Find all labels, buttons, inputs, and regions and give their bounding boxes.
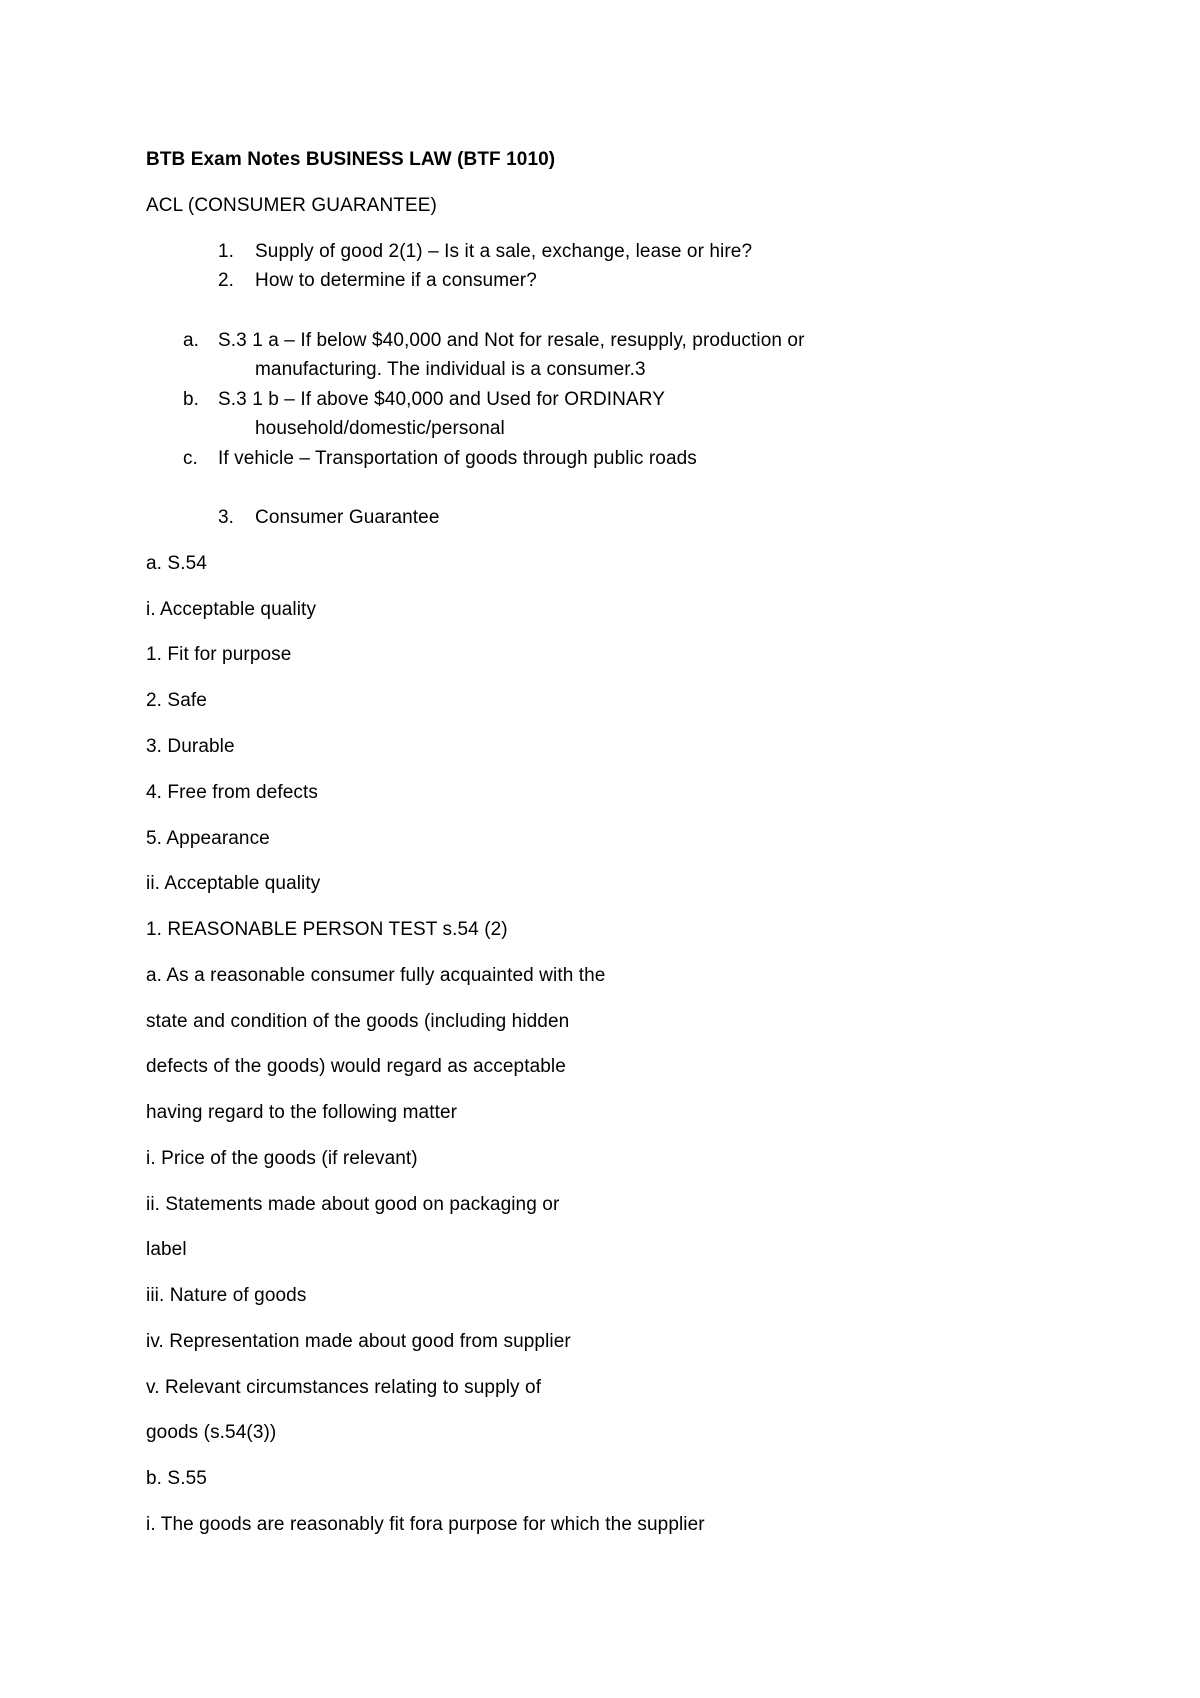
list-item-continuation: manufacturing. The individual is a consumer.3 xyxy=(255,359,646,380)
list-item: Supply of good 2(1) – Is it a sale, exchange, lease or hire? xyxy=(255,241,753,262)
list-marker: a. xyxy=(183,330,199,351)
text-line: v. Relevant circumstances relating to supply of xyxy=(146,1377,542,1398)
list-item: How to determine if a consumer? xyxy=(255,270,537,291)
list-item-continuation: household/domestic/personal xyxy=(255,418,505,439)
text-line: 5. Appearance xyxy=(146,828,270,849)
list-item: Consumer Guarantee xyxy=(255,507,440,528)
text-line: label xyxy=(146,1239,187,1260)
text-line: iv. Representation made about good from supplier xyxy=(146,1331,571,1352)
text-line: i. The goods are reasonably fit fora purpose for which the supplier xyxy=(146,1514,705,1535)
list-marker: 3. xyxy=(218,507,234,528)
text-line: state and condition of the goods (including hidden xyxy=(146,1011,570,1032)
text-line: ii. Acceptable quality xyxy=(146,873,321,894)
text-line: 2. Safe xyxy=(146,690,207,711)
text-line: 1. Fit for purpose xyxy=(146,644,292,665)
text-line: i. Acceptable quality xyxy=(146,599,317,620)
list-marker: b. xyxy=(183,389,199,410)
document-title: BTB Exam Notes BUSINESS LAW (BTF 1010) xyxy=(146,149,556,170)
text-line: goods (s.54(3)) xyxy=(146,1422,277,1443)
text-line: 3. Durable xyxy=(146,736,235,757)
text-line: i. Price of the goods (if relevant) xyxy=(146,1148,418,1169)
list-marker: c. xyxy=(183,448,198,469)
text-line: a. S.54 xyxy=(146,553,207,574)
text-line: ii. Statements made about good on packaging or xyxy=(146,1194,560,1215)
section-heading: ACL (CONSUMER GUARANTEE) xyxy=(146,195,437,216)
list-marker: 1. xyxy=(218,241,234,262)
list-item: If vehicle – Transportation of goods through public roads xyxy=(218,448,697,469)
list-marker: 2. xyxy=(218,270,234,291)
text-line: a. As a reasonable consumer fully acquainted with the xyxy=(146,965,606,986)
text-line: 1. REASONABLE PERSON TEST s.54 (2) xyxy=(146,919,508,940)
list-item: S.3 1 b – If above $40,000 and Used for ORDINARY xyxy=(218,389,665,410)
list-item: S.3 1 a – If below $40,000 and Not for resale, resupply, production or xyxy=(218,330,805,351)
text-line: iii. Nature of goods xyxy=(146,1285,307,1306)
text-line: defects of the goods) would regard as acceptable xyxy=(146,1056,566,1077)
text-line: having regard to the following matter xyxy=(146,1102,458,1123)
text-line: 4. Free from defects xyxy=(146,782,319,803)
text-line: b. S.55 xyxy=(146,1468,207,1489)
